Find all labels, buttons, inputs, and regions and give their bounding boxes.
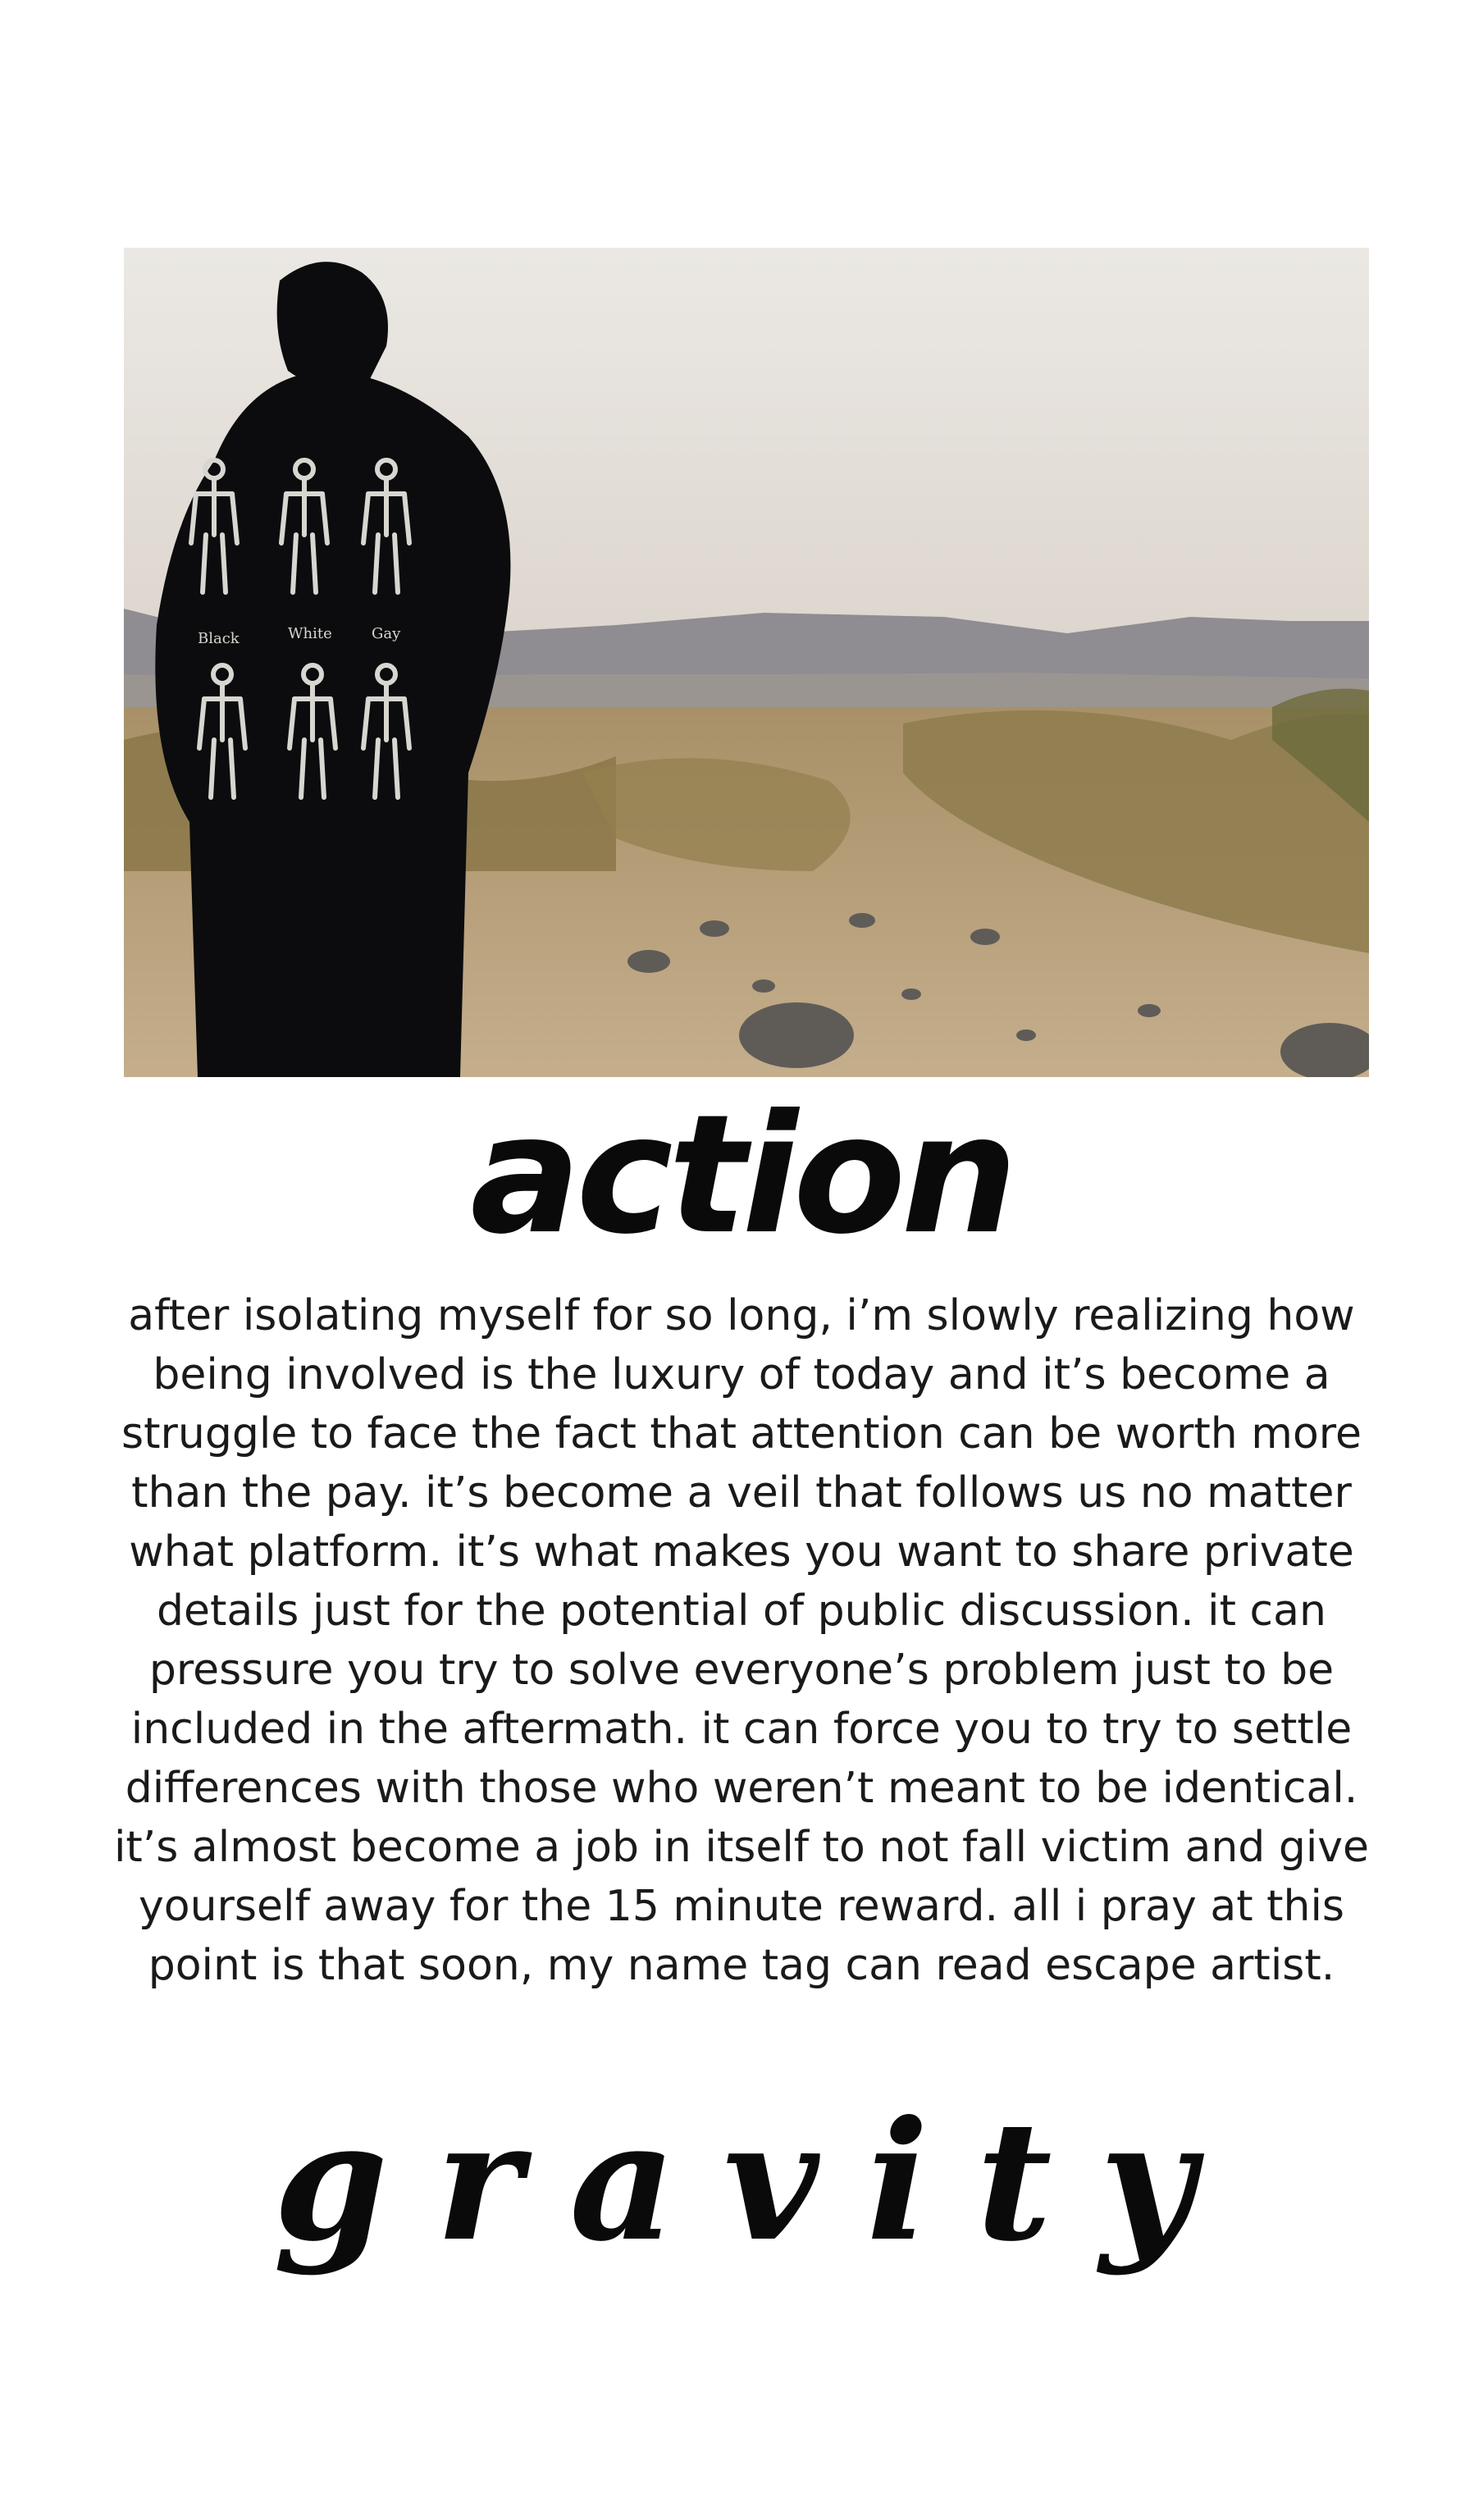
signature: gravity <box>273 2085 1243 2278</box>
hoodie-label-black: Black <box>198 630 240 647</box>
hoodie-label-gay: Gay <box>372 625 401 642</box>
hoodie-label-white: White <box>288 625 332 642</box>
body-line: point is that soon, my name tag can read escape artist. <box>148 1941 1335 1990</box>
body-line: what platform. it’s what makes you want to share private <box>129 1527 1354 1577</box>
body-line: being involved is the luxury of today and it’s become a <box>153 1350 1330 1399</box>
photo-illustration <box>124 248 1369 1077</box>
body-line: struggle to face the fact that attention can be worth more <box>121 1409 1362 1459</box>
body-line: details just for the potential of public discussion. it can <box>157 1586 1326 1636</box>
body-line: included in the aftermath. it can force you to try to settle <box>130 1705 1353 1754</box>
desert-man-photo <box>124 248 1369 1077</box>
body-paragraph <box>107 1286 1376 1995</box>
body-line: than the pay. it’s become a veil that follows us no matter <box>131 1468 1352 1518</box>
body-line: yourself away for the 15 minute reward. all i pray at this <box>138 1882 1344 1931</box>
body-line: pressure you try to solve everyone’s problem just to be <box>148 1646 1335 1695</box>
body-line: it’s almost become a job in itself to not fall victim and give <box>113 1823 1370 1872</box>
page-title: action <box>470 1080 1013 1271</box>
body-line: after isolating myself for so long, i’m slowly realizing how <box>128 1291 1355 1340</box>
body-line: differences with those who weren’t meant to be identical. <box>125 1764 1358 1813</box>
